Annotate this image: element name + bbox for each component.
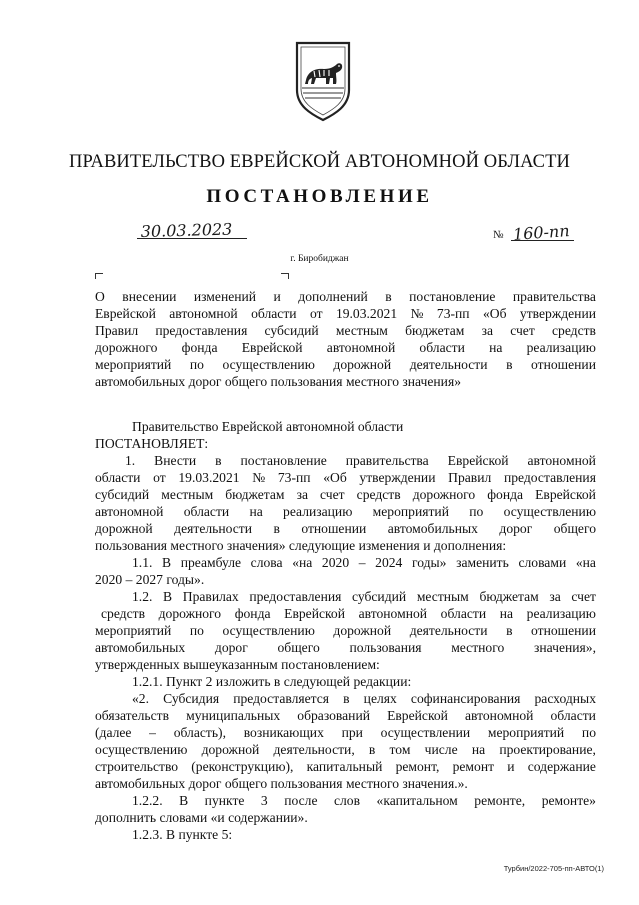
body-line: утвержденных вышеуказанным постановлением: — [95, 657, 380, 672]
title-line: Правил предоставления субсидий местным бюджетам за счет средств — [95, 323, 596, 338]
body-line: «2. Субсидия предоставляется в целях софинансирования расходных — [132, 691, 596, 706]
body-line: области от 19.03.2021 № 73-пп «Об утверждении Правил предоставления — [95, 470, 596, 485]
government-title: ПРАВИТЕЛЬСТВО ЕВРЕЙСКОЙ АВТОНОМНОЙ ОБЛАСТИ — [69, 152, 570, 172]
number-label: № — [493, 229, 504, 241]
body-line: дорожной деятельности в отношении автомобильных дорог общего — [95, 521, 596, 536]
date-underline — [137, 238, 247, 239]
city-label: г. Биробиджан — [290, 254, 349, 264]
coat-of-arms-emblem — [292, 40, 354, 122]
document-body — [95, 452, 596, 843]
body-line: мероприятий по осуществлению дорожной деятельности в отношении — [95, 623, 596, 638]
body-line: автономной области на реализацию мероприятий по осуществлению — [95, 504, 596, 519]
body-line: 1.2.1. Пункт 2 изложить в следующей редакции: — [132, 674, 412, 689]
tiger-icon — [305, 63, 342, 84]
footer-code: Турбин/2022-705-пп-АВТО(1) — [503, 864, 604, 873]
preamble-line-1: Правительство Еврейской автономной области — [132, 419, 404, 434]
body-line: пользования местного значения» следующие изменения и дополнения: — [95, 538, 507, 553]
body-line: автомобильных дорог общего пользования местного значения.». — [95, 776, 468, 791]
document-date: 30.03.2023 — [140, 219, 233, 241]
body-line: 1.2. В Правилах предоставления субсидий местным бюджетам за счет — [132, 589, 596, 604]
document-number: 160-пп — [512, 221, 571, 244]
body-line: 1.2.2. В пункте 3 после слов «капитальном ремонте, ремонте» — [132, 793, 596, 808]
document-title — [95, 288, 596, 390]
title-bracket-right — [281, 273, 289, 279]
body-line: 2020 – 2027 годы». — [95, 572, 205, 587]
title-line: О внесении изменений и дополнений в постановление правительства — [95, 289, 596, 304]
body-line: субсидий местным бюджетам за счет средств дорожного фонда Еврейской — [95, 487, 596, 502]
number-underline — [511, 240, 574, 241]
body-line: 1.1. В преамбуле слова «на 2020 – 2024 годы» заменить словами «на — [132, 555, 596, 570]
body-line: обязательств муниципальных образований Еврейской автономной области — [95, 708, 596, 723]
title-bracket-left — [95, 273, 103, 279]
body-line: осуществлению дорожной деятельности, в том числе на проектирование, — [95, 742, 596, 757]
body-line: средств дорожного фонда Еврейской автономной области на реализацию — [101, 606, 596, 621]
preamble-line-2: ПОСТАНОВЛЯЕТ: — [95, 436, 209, 451]
body-line: автомобильных дорог общего пользования местного значения», — [95, 640, 596, 655]
body-line: 1.2.3. В пункте 5: — [132, 827, 233, 842]
title-line: мероприятий по осуществлению дорожной деятельности в отношении — [95, 357, 596, 372]
body-line: 1. Внести в постановление правительства Еврейской автономной — [125, 453, 596, 468]
body-line: строительство (реконструкцию), капитальный ремонт, ремонт и содержание — [95, 759, 596, 774]
title-line: Еврейской автономной области от 19.03.2021 № 73-пп «Об утверждении — [95, 306, 596, 321]
document-type-title: ПОСТАНОВЛЕНИЕ — [206, 186, 433, 207]
body-line: (далее – область), возникающих при осуществлении мероприятий по — [95, 725, 596, 740]
title-line: дорожного фонда Еврейской автономной области на реализацию — [95, 340, 596, 355]
body-line: дополнить словами «и содержании». — [95, 810, 308, 825]
title-line: автомобильных дорог общего пользования местного значения» — [95, 374, 462, 389]
